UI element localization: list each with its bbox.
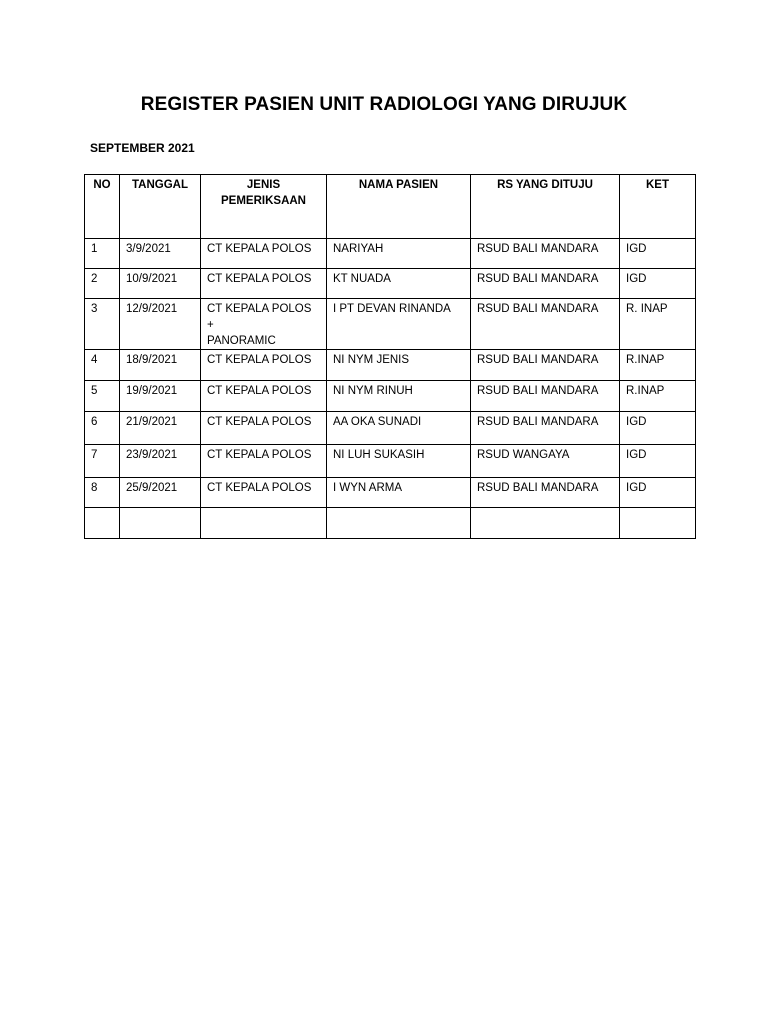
cell-rs: RSUD BALI MANDARA (471, 269, 620, 299)
cell-ket: R.INAP (620, 381, 696, 412)
cell-rs: RSUD BALI MANDARA (471, 381, 620, 412)
header-jenis-pemeriksaan (201, 175, 327, 239)
cell-no: 2 (85, 269, 120, 299)
page-title: REGISTER PASIEN UNIT RADIOLOGI YANG DIRUJUK (140, 94, 628, 115)
cell-no: 6 (85, 412, 120, 445)
header-tanggal: TANGGAL (120, 175, 201, 239)
cell-nama: NI LUH SUKASIH (327, 445, 471, 478)
cell-nama: NI NYM RINUH (327, 381, 471, 412)
cell-jenis: CT KEPALA POLOS (201, 412, 327, 445)
cell-jenis (201, 299, 327, 350)
cell-nama: I WYN ARMA (327, 478, 471, 508)
cell-rs: RSUD BALI MANDARA (471, 412, 620, 445)
cell-jenis: CT KEPALA POLOS (201, 445, 327, 478)
cell-no: 3 (85, 299, 120, 350)
cell-rs: RSUD WANGAYA (471, 445, 620, 478)
cell-no: 7 (85, 445, 120, 478)
cell-ket: IGD (620, 445, 696, 478)
cell-jenis: CT KEPALA POLOS (201, 381, 327, 412)
cell-tanggal: 3/9/2021 (120, 239, 201, 269)
cell-empty (85, 508, 120, 539)
cell-jenis-line1: CT KEPALA POLOS + (207, 303, 312, 331)
table-row (85, 412, 696, 445)
table-row (85, 299, 696, 350)
table-row (85, 381, 696, 412)
cell-ket: IGD (620, 269, 696, 299)
cell-empty (620, 508, 696, 539)
cell-tanggal: 10/9/2021 (120, 269, 201, 299)
header-rs-yang-dituju: RS YANG DITUJU (471, 175, 620, 239)
cell-jenis: CT KEPALA POLOS (201, 269, 327, 299)
cell-rs: RSUD BALI MANDARA (471, 350, 620, 381)
table-header-row (85, 175, 696, 239)
header-jenis-line2: PEMERIKSAAN (221, 195, 306, 207)
cell-no: 8 (85, 478, 120, 508)
cell-empty (327, 508, 471, 539)
header-nama-pasien: NAMA PASIEN (327, 175, 471, 239)
cell-rs: RSUD BALI MANDARA (471, 239, 620, 269)
table-row-empty (85, 508, 696, 539)
cell-empty (201, 508, 327, 539)
cell-empty (120, 508, 201, 539)
cell-nama: AA OKA SUNADI (327, 412, 471, 445)
cell-tanggal: 25/9/2021 (120, 478, 201, 508)
period-label: SEPTEMBER 2021 (90, 141, 195, 155)
cell-rs: RSUD BALI MANDARA (471, 478, 620, 508)
cell-nama: NI NYM JENIS (327, 350, 471, 381)
cell-ket: R.INAP (620, 350, 696, 381)
cell-rs: RSUD BALI MANDARA (471, 299, 620, 350)
header-jenis-line1: JENIS (246, 179, 281, 191)
cell-tanggal: 19/9/2021 (120, 381, 201, 412)
cell-ket: IGD (620, 412, 696, 445)
table-row (85, 350, 696, 381)
cell-jenis: CT KEPALA POLOS (201, 239, 327, 269)
cell-ket: IGD (620, 478, 696, 508)
cell-no: 4 (85, 350, 120, 381)
cell-jenis-line2: PANORAMIC (207, 335, 276, 347)
cell-ket: R. INAP (620, 299, 696, 350)
cell-nama: I PT DEVAN RINANDA (327, 299, 471, 350)
cell-ket: IGD (620, 239, 696, 269)
cell-tanggal: 18/9/2021 (120, 350, 201, 381)
cell-nama: NARIYAH (327, 239, 471, 269)
cell-nama: KT NUADA (327, 269, 471, 299)
cell-tanggal: 12/9/2021 (120, 299, 201, 350)
cell-tanggal: 21/9/2021 (120, 412, 201, 445)
table-row (85, 239, 696, 269)
cell-tanggal: 23/9/2021 (120, 445, 201, 478)
cell-jenis: CT KEPALA POLOS (201, 350, 327, 381)
cell-empty (471, 508, 620, 539)
cell-no: 1 (85, 239, 120, 269)
table-row (85, 445, 696, 478)
table-row (85, 478, 696, 508)
cell-no: 5 (85, 381, 120, 412)
header-no: NO (85, 175, 120, 239)
cell-jenis: CT KEPALA POLOS (201, 478, 327, 508)
header-ket: KET (620, 175, 696, 239)
register-table (84, 174, 696, 539)
table-row (85, 269, 696, 299)
